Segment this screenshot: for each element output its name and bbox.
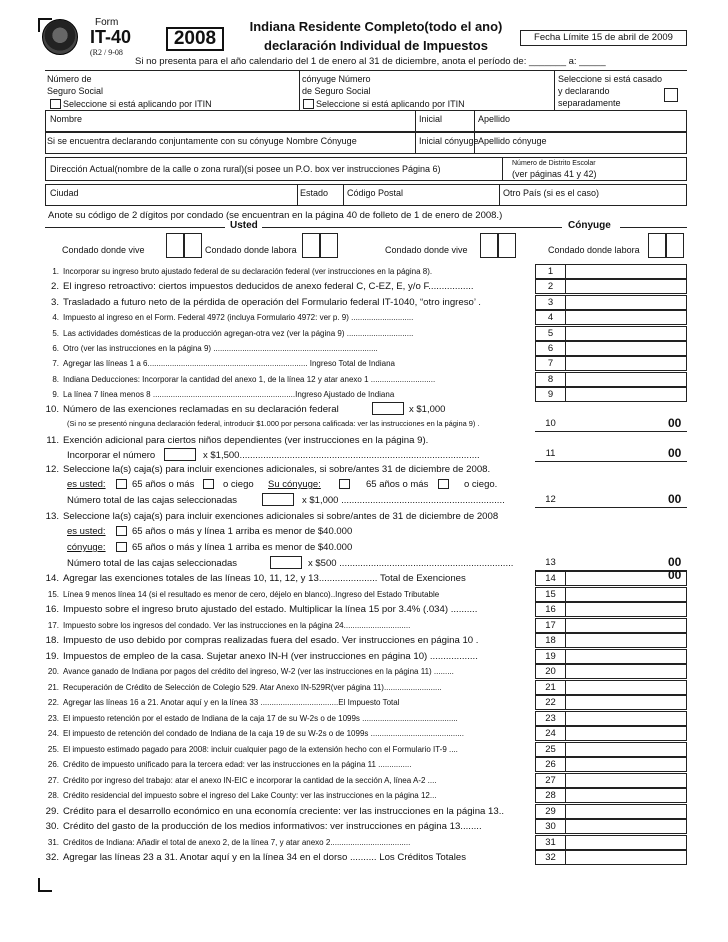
line-11-sub: Incorporar el número (67, 450, 156, 461)
line-10-text (45, 402, 535, 417)
line-row (45, 835, 535, 850)
county-work-box-1[interactable] (302, 233, 320, 258)
spouse-county-live-label: Condado donde vive (385, 245, 468, 255)
line-amount-field[interactable] (566, 649, 687, 664)
line-text: Impuesto de uso debido por compras realizadas fuera del esado. Ver instrucciones en página 10 . (63, 635, 479, 646)
spouse-itin-label: Seleccione si está aplicando por ITIN (316, 99, 465, 109)
line-amount-field[interactable] (566, 835, 687, 850)
line-13-spouse-checkbox[interactable] (116, 542, 127, 552)
spouse-initial-label: Inicial cónyuge (419, 136, 479, 146)
line-10-mult: x $1,000 (409, 404, 446, 415)
line-amount-field[interactable] (566, 633, 687, 648)
county-work-box-2[interactable] (320, 233, 338, 258)
line-row (45, 633, 535, 648)
line-number: 9. (52, 390, 59, 400)
line-amount-field[interactable] (566, 757, 687, 772)
spouse-ssn-label-2: de Seguro Social (302, 86, 371, 96)
rule (45, 227, 225, 228)
line-text: Recuperación de Crédito de Selección de Colegio 529. Atar Anexo IN-529R(ver página 11).......................... (63, 682, 442, 692)
line-13-conyuge: cónyuge: (67, 542, 106, 553)
line-text: Agregar las líneas 16 a 21. Anotar aquí y en la línea 33 ...................................El Impuesto Total (63, 698, 400, 707)
line-text: Crédito para el desarrollo económico en una economía creciente: ver las instrucciones en la página 13.. (63, 805, 505, 817)
line-13-mult: x $500 .................................................................. (308, 558, 514, 569)
rule (299, 70, 300, 110)
line-box: 16 (535, 602, 566, 617)
line-text: Crédito por ingreso del trabajo: atar el anexo IN-EIC e incorporar la cantidad de la sección A, línea A-2 .... (63, 775, 437, 785)
line-box: 10 (535, 417, 566, 432)
line-number: 19. (45, 650, 59, 662)
line-text: Impuesto sobre el ingreso bruto ajustado del estado. Multiplicar la línea 15 por 3.4% (.034) .......... (63, 604, 478, 615)
line-12-total-label: Número total de las cajas seleccionadas (67, 495, 238, 506)
line-box: 25 (535, 742, 566, 757)
line-box: 14 (535, 571, 566, 586)
line-row (45, 310, 535, 325)
line-number: 1. (52, 267, 59, 276)
line-box: 19 (535, 649, 566, 664)
line-text: La línea 7 línea menos 8 ................................................................Ingreso Ajustado de Indiana (63, 390, 395, 400)
form-title-line1: Indiana Residente Completo(todo el ano) (249, 19, 503, 34)
rule (499, 184, 500, 206)
school-district-pages: (ver páginas 41 y 42) (512, 169, 597, 179)
line-12-total-box[interactable] (262, 493, 294, 506)
country-label: Otro País (si es el caso) (503, 188, 600, 198)
line-box: 32 (535, 850, 566, 865)
line-row (45, 587, 535, 602)
initial-label: Inicial (419, 114, 443, 124)
line-row (45, 571, 535, 586)
line-text: Crédito de impuesto unificado para la tercera edad: ver las instrucciones en la página 11 ............... (63, 760, 412, 769)
line-12-mult: x $1,000 .............................................................. (302, 495, 505, 506)
line-11-amount[interactable] (566, 461, 687, 462)
line-number: 5. (52, 328, 59, 338)
county-you-header: Usted (230, 220, 258, 231)
line-row (45, 788, 535, 803)
line-number: 7. (52, 359, 59, 369)
line-amount-field[interactable] (566, 742, 687, 757)
line-11-text (45, 433, 535, 448)
line-row (45, 850, 535, 865)
line-number: 28. (47, 791, 59, 800)
line-box: 13 (535, 556, 566, 571)
line-text: Avance ganado de Indiana por pagos del crédito del ingreso, W-2 (ver las instrucciones en la página 11) ......... (63, 667, 454, 676)
line-row (45, 680, 535, 695)
line-box: 28 (535, 788, 566, 803)
line-row (45, 295, 535, 310)
line-number: 10. (45, 404, 59, 415)
line-12-spouse-blind-checkbox[interactable] (438, 479, 449, 489)
line-text: Crédito residencial del impuesto sobre el ingreso del Lake County: ver las instrucciones en la página 12... (63, 791, 437, 800)
line-11-cents: 00 (668, 446, 682, 460)
line-number: 23. (47, 713, 59, 723)
line-amount-field[interactable] (566, 819, 687, 834)
line-amount-field[interactable] (566, 310, 687, 325)
line-number: 13. (45, 511, 59, 522)
line-number: 26. (47, 760, 59, 769)
due-date-box: Fecha Límite 15 de abril de 2009 (520, 30, 687, 46)
line-12-text (45, 462, 565, 477)
tax-year-box: 2008 (166, 27, 224, 51)
line-row (45, 695, 535, 710)
form-title-line2: declaración Individual de Impuestos (264, 38, 488, 53)
line-10-exemptions-box[interactable] (372, 402, 404, 415)
line-box: 27 (535, 773, 566, 788)
line-box: 5 (535, 326, 566, 341)
line-box: 7 (535, 356, 566, 371)
line-amount-field[interactable] (566, 680, 687, 695)
line-text: El impuesto estimado pagado para 2008: incluir cualquier pago de la extensión hecho con el Formulario IT-9 .... (63, 744, 458, 754)
married-separate-checkbox[interactable] (664, 88, 678, 102)
line-row (45, 356, 535, 371)
line-box: 4 (535, 310, 566, 325)
state-label: Estado (300, 188, 329, 198)
form-revision: (R2 / 9-08 (90, 48, 123, 57)
line-text: Otro (ver las instrucciones en la página 9) .......................................................................... (63, 344, 378, 353)
line-text: Número de las exenciones reclamadas en su declaración federal (63, 404, 339, 415)
line-text: Agregar las exenciones totales de las líneas 10, 11, 12, y 13...................... Total de Exenciones (63, 573, 466, 584)
line-row (45, 773, 535, 788)
line-12-amount[interactable] (566, 507, 687, 508)
line-text: El impuesto de retención del condado de Indiana de la caja 19 de su W-2s o de 1099s .......................................... (63, 729, 464, 738)
line-number: 16. (45, 604, 59, 615)
line-text: El ingreso retroactivo: ciertos impuestos deducidos de anexo federal C, C-EZ, E, y/o F................. (63, 281, 474, 293)
line-13-conyuge-text: 65 años o más y línea 1 arriba es menor de $40.000 (132, 542, 353, 553)
zip-label: Código Postal (347, 188, 404, 198)
line-number: 3. (50, 296, 59, 308)
line-box: 26 (535, 757, 566, 772)
line-13-total-box[interactable] (270, 556, 302, 569)
line-row (45, 372, 535, 387)
line-amount-field[interactable] (566, 850, 687, 865)
married-separate-label-3: separadamente (558, 98, 621, 108)
line-11-mult: x $1,500........................................................................................... (203, 450, 480, 461)
line-12-cents: 00 (668, 492, 682, 506)
county-live-box-2[interactable] (184, 233, 202, 258)
county-live-box-1[interactable] (166, 233, 184, 258)
rule (297, 184, 298, 206)
line-box: 17 (535, 618, 566, 633)
line-number: 24. (47, 729, 59, 738)
line-row (45, 387, 535, 402)
address-label: Dirección Actual(nombre de la calle o zona rural)(si posee un P.O. box ver instrucciones Página 6) (50, 164, 441, 174)
line-amount-field[interactable] (566, 695, 687, 710)
line-row (45, 264, 535, 279)
line-number: 20. (47, 667, 59, 676)
line-text: Línea 9 menos línea 14 (si el resultado es menor de cero, déjelo en blanco)..Ingreso del Estado Tributable (63, 589, 440, 599)
line-13-es-usted: es usted: (67, 526, 106, 537)
line-number: 11. (46, 435, 59, 446)
line-number: 27. (47, 775, 59, 785)
line-text: Exención adicional para ciertos niños dependientes (ver instrucciones en la página 9). (63, 435, 429, 446)
county-spouse-header: Cónyuge (568, 220, 611, 231)
line-amount-field[interactable] (566, 279, 687, 294)
line-13-es-usted-text: 65 años o más y línea 1 arriba es menor de $40.000 (132, 526, 353, 537)
rule (502, 157, 503, 181)
married-separate-label-2: y declarando (558, 86, 610, 96)
itin-checkbox[interactable] (50, 99, 61, 109)
married-separate-label-1: Seleccione si está casado (558, 74, 663, 84)
line-amount-field[interactable] (566, 726, 687, 741)
line-11-children-box[interactable] (164, 448, 196, 461)
line-box: 22 (535, 695, 566, 710)
line-13-total-label: Número total de las cajas seleccionadas (67, 558, 238, 569)
line-amount-field[interactable] (566, 264, 687, 279)
line-box: 21 (535, 680, 566, 695)
rule (343, 184, 344, 206)
line-text: Incorporar su ingreso bruto ajustado federal de su declaración federal (ver instrucciones en la página 8). (63, 267, 433, 276)
line-box: 20 (535, 664, 566, 679)
line-number: 25. (47, 744, 59, 754)
line-row (45, 649, 535, 664)
line-13-you-checkbox[interactable] (116, 526, 127, 536)
line-text: Trasladado a futuro neto de la pérdida de operación del Formulario federal IT-1040, “otro ingreso’ . (63, 296, 481, 308)
line-12-over65-b: 65 años o más (366, 479, 429, 490)
line-row (45, 602, 535, 617)
line-row (45, 618, 535, 633)
name-label: Nombre (50, 114, 83, 124)
line-text: Crédito del gasto de la producción de los medios informativos: ver instrucciones en página 13........ (63, 821, 482, 832)
line-box: 12 (535, 493, 566, 508)
line-text: El impuesto retención por el estado de Indiana de la caja 17 de su W-2s o de 1099s ........................................... (63, 713, 458, 723)
spouse-itin-checkbox[interactable] (303, 99, 314, 109)
line-amount-field[interactable] (566, 372, 687, 387)
last-name-label: Apellido (478, 114, 511, 124)
period-text: Si no presenta para el año calendario del 1 de enero al 31 de diciembre, anota el período de: _______ a: _____ (135, 56, 606, 67)
line-number: 15. (47, 589, 59, 599)
line-box: 1 (535, 264, 566, 279)
line-number: 6. (52, 344, 59, 353)
line-box: 3 (535, 295, 566, 310)
line-amount-field[interactable] (566, 587, 687, 602)
line-text: Seleccione la(s) caja(s) para incluir exenciones adicionales, si sobre/antes 31 de diciembre de 2008. (63, 464, 491, 475)
line-text: Seleccione la(s) caja(s) para incluir exenciones adicionales si sobre/antes de 31 de diciembre de 2008 (63, 511, 499, 522)
line-number: 17. (47, 620, 59, 630)
county-instruction: Anote su código de 2 dígitos por condado (se encuentran en la página 40 de folleto de 1 de enero de 2008.) (48, 210, 503, 221)
ssn-label-2: Seguro Social (47, 86, 104, 96)
line-number: 8. (52, 374, 59, 384)
form-number: IT-40 (90, 27, 132, 47)
line-number: 32. (45, 852, 59, 863)
line-number: 21. (47, 682, 59, 692)
line-number: 31. (47, 837, 59, 847)
line-box: 23 (535, 711, 566, 726)
line-12-over65: 65 años o más (132, 479, 195, 490)
line-number: 14. (45, 573, 59, 584)
line-box: 31 (535, 835, 566, 850)
line-box: 30 (535, 819, 566, 834)
spouse-county-work-box-2[interactable] (666, 233, 684, 258)
rule (45, 70, 687, 71)
spouse-county-live-box-2[interactable] (498, 233, 516, 258)
line-12-spouse-65-checkbox[interactable] (339, 479, 350, 489)
line-box: 6 (535, 341, 566, 356)
line-text: Impuesto sobre los ingresos del condado. Ver las instrucciones en la página 24.............................. (63, 620, 411, 630)
line-row (45, 804, 535, 819)
city-label: Ciudad (50, 188, 79, 198)
line-text: Impuesto al ingreso en el Form. Federal 4972 (incluya Formulario 4972: ver p. 9) ............................ (63, 313, 414, 323)
name-row (45, 110, 687, 132)
line-amount-field[interactable] (566, 788, 687, 803)
line-number: 2. (50, 281, 59, 293)
line-row (45, 279, 535, 294)
rule (620, 227, 687, 228)
line-text: Agregar las líneas 23 a 31. Anotar aquí y en la línea 34 en el dorso .......... Los Créditos Totales (63, 852, 467, 863)
line-number: 4. (52, 313, 59, 323)
line-10-cents: 00 (668, 416, 682, 430)
line-row (45, 819, 535, 834)
line-box: 11 (535, 447, 566, 462)
line-row (45, 742, 535, 757)
line-amount-field[interactable] (566, 773, 687, 788)
line-10-amount[interactable] (566, 431, 687, 432)
line-row (45, 757, 535, 772)
line-amount-field[interactable] (566, 602, 687, 617)
line-12-you-blind-checkbox[interactable] (203, 479, 214, 489)
spouse-ssn-label-1: cónyuge Número (302, 74, 371, 84)
line-number: 12. (45, 464, 59, 475)
rule (262, 227, 562, 228)
line-12-o-ciego-b: o ciego. (464, 479, 498, 490)
indiana-seal-icon (42, 19, 78, 55)
line-amount-field[interactable] (566, 326, 687, 341)
spouse-county-work-box-1[interactable] (648, 233, 666, 258)
line-box: 29 (535, 804, 566, 819)
line-box: 15 (535, 587, 566, 602)
spouse-county-work-label: Condado donde labora (548, 245, 640, 255)
line-amount-field[interactable] (566, 804, 687, 819)
line-cents: 00 (668, 568, 682, 582)
line-amount-field[interactable] (566, 664, 687, 679)
line-number: 18. (45, 635, 59, 646)
line-amount-field[interactable] (566, 711, 687, 726)
line-12-es-usted: es usted: (67, 479, 106, 490)
line-number: 22. (47, 698, 59, 707)
line-box: 24 (535, 726, 566, 741)
line-amount-field[interactable] (566, 341, 687, 356)
line-text: Créditos de Indiana: Añadir el total de anexo 2, de la línea 7, y atar anexo 2.................................... (63, 837, 411, 847)
line-amount-field[interactable] (566, 618, 687, 633)
line-number: 29. (45, 805, 59, 817)
corner-mark-bottom (38, 878, 52, 892)
line-text: Indiana Deducciones: Incorporar la cantidad del anexo 1, de la línea 12 y atar anexo 1 ............................. (63, 374, 436, 384)
line-amount-field[interactable] (566, 295, 687, 310)
line-10-note: (Si no se presentó ninguna declaración federal, introducir $1.000 por persona calificada: ver las instrucciones en la página 9) . (67, 419, 480, 428)
line-row (45, 711, 535, 726)
joint-label: Si se encuentra declarando conjuntamente con su cónyuge Nombre Cónyuge (47, 136, 357, 146)
line-row (45, 341, 535, 356)
line-13-cents: 00 (668, 555, 682, 569)
ssn-label-1: Número de (47, 74, 92, 84)
line-number: 30. (45, 821, 59, 832)
spouse-last-label: Apellido cónyuge (478, 136, 547, 146)
line-text: Agregar las líneas 1 a 6........................................................................ Ingreso Total de Indiana (63, 359, 395, 369)
form-word: Form (95, 17, 119, 28)
line-13-text (45, 509, 565, 524)
line-text: Impuestos de empleo de la casa. Sujetar anexo IN-H (ver instrucciones en página 10) .................. (63, 650, 478, 662)
line-box: 18 (535, 633, 566, 648)
rule (554, 70, 555, 110)
school-district-label: Número de Distrito Escolar (512, 160, 596, 167)
line-row (45, 664, 535, 679)
line-row (45, 726, 535, 741)
line-box: 9 (535, 387, 566, 402)
line-amount-field[interactable] (566, 387, 687, 402)
line-amount-field[interactable] (566, 356, 687, 371)
line-12-su-conyuge: Su cónyuge: (268, 479, 321, 490)
county-work-label: Condado donde labora (205, 245, 297, 255)
county-live-label: Condado donde vive (62, 245, 145, 255)
line-12-you-65-checkbox[interactable] (116, 479, 127, 489)
spouse-county-live-box-1[interactable] (480, 233, 498, 258)
line-12-o-ciego: o ciego (223, 479, 254, 490)
line-box: 2 (535, 279, 566, 294)
line-text: Las actividades domésticas de la producción agregan-otra vez (ver la página 9) .............................. (63, 328, 414, 338)
itin-label: Seleccione si está aplicando por ITIN (63, 99, 212, 109)
line-box: 8 (535, 372, 566, 387)
line-row (45, 326, 535, 341)
